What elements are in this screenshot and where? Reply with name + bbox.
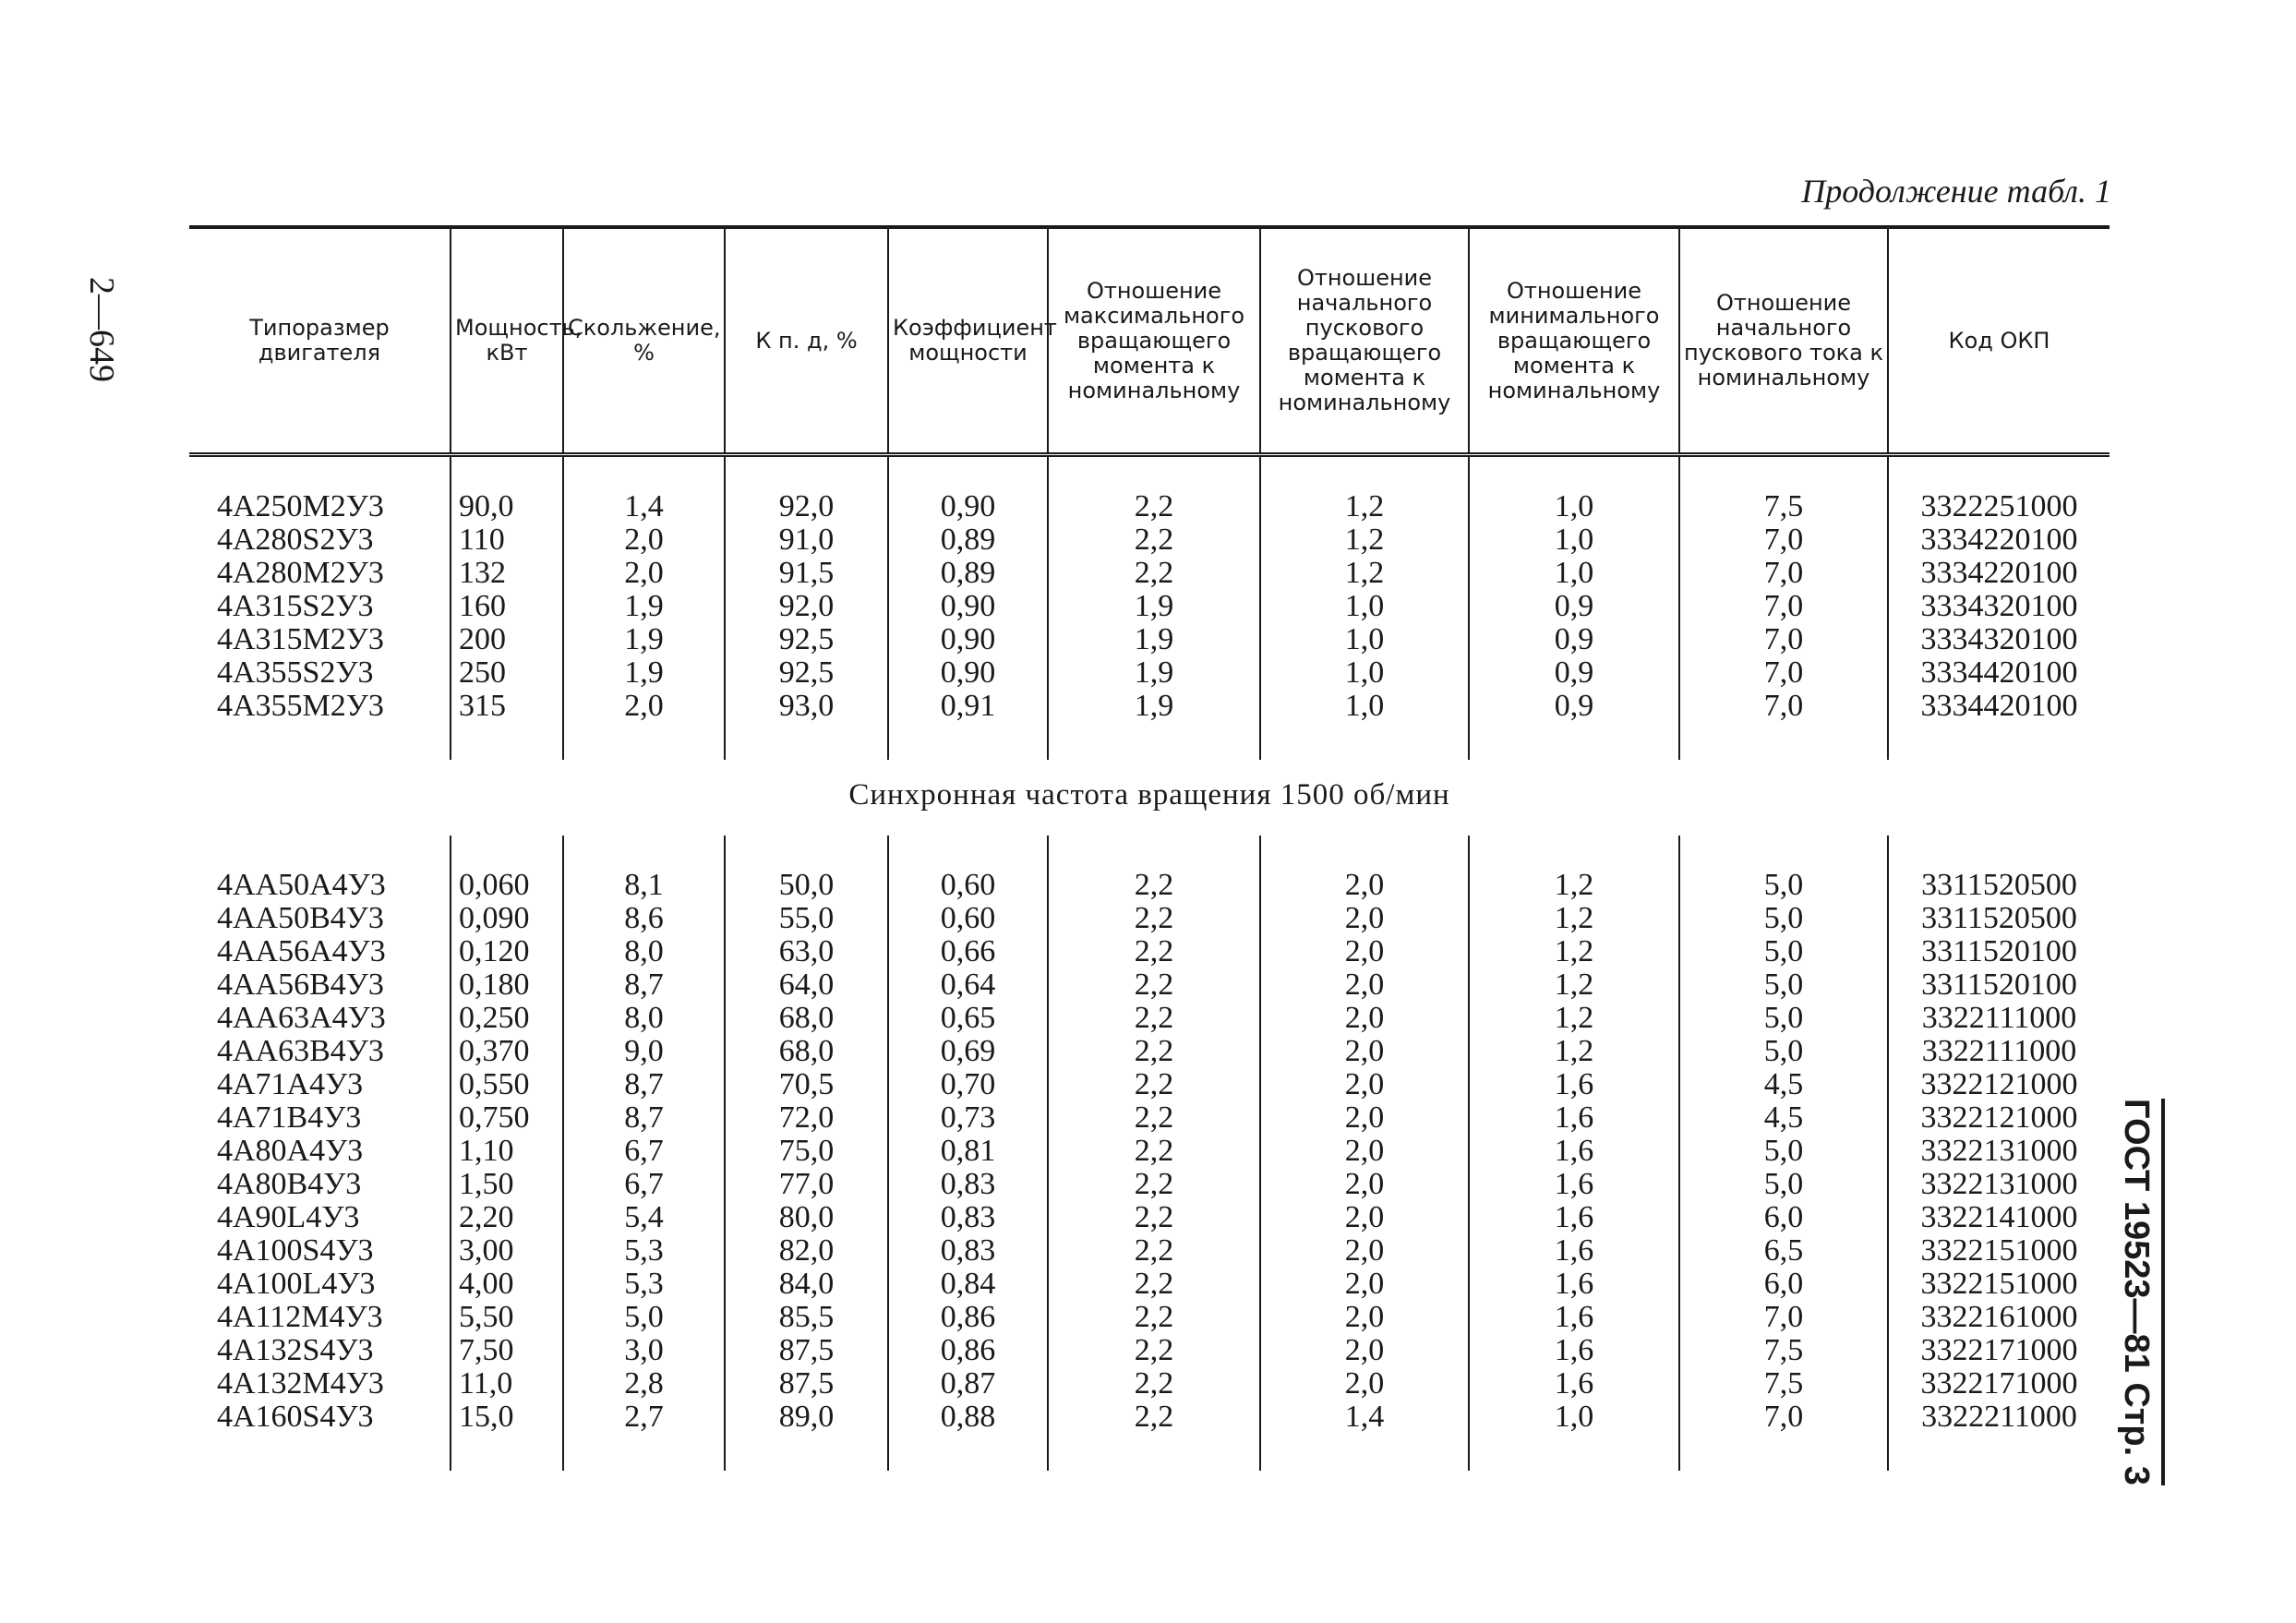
cell-power: 0,750 [451,1101,563,1135]
cell-power: 15,0 [451,1401,563,1471]
cell-max-torque-ratio: 2,2 [1048,935,1260,968]
cell-power-factor: 0,83 [888,1234,1048,1268]
cell-start-torque-ratio: 2,0 [1260,935,1469,968]
cell-efficiency: 92,0 [725,455,888,524]
cell-slip: 8,7 [563,1068,725,1101]
cell-efficiency: 64,0 [725,968,888,1002]
cell-min-torque-ratio: 1,0 [1469,455,1679,524]
cell-slip: 2,0 [563,690,725,760]
table-row [189,1101,2110,1135]
cell-efficiency: 70,5 [725,1068,888,1101]
cell-efficiency: 85,5 [725,1301,888,1334]
cell-min-torque-ratio: 1,2 [1469,1035,1679,1068]
cell-type: 4А315S2У3 [217,589,374,623]
cell-max-torque-ratio: 2,2 [1048,523,1260,557]
cell-okp-code: 3334320100 [1888,623,2110,656]
cell-slip: 2,7 [563,1401,725,1471]
cell-efficiency: 92,0 [725,590,888,623]
cell-max-torque-ratio: 2,2 [1048,1068,1260,1101]
cell-type: 4А280М2У3 [217,556,384,590]
cell-power-factor: 0,90 [888,590,1048,623]
cell-slip: 1,9 [563,623,725,656]
cell-type: 4А132М4У3 [217,1366,384,1401]
table-row [189,1035,2110,1068]
cell-start-current-ratio: 5,0 [1679,902,1888,935]
cell-type: 4А355S2У3 [217,655,374,690]
cell-slip: 8,6 [563,902,725,935]
table-row [189,590,2110,623]
cell-efficiency: 63,0 [725,935,888,968]
cell-start-torque-ratio: 2,0 [1260,1002,1469,1035]
cell-efficiency: 92,5 [725,656,888,690]
table-row [189,1367,2110,1401]
cell-max-torque-ratio: 1,9 [1048,623,1260,656]
cell-power: 315 [451,690,563,760]
cell-okp-code: 3322121000 [1888,1068,2110,1101]
cell-power: 7,50 [451,1334,563,1367]
cell-power-factor: 0,88 [888,1401,1048,1471]
table-row [189,968,2110,1002]
cell-max-torque-ratio: 1,9 [1048,690,1260,760]
cell-slip: 1,9 [563,656,725,690]
cell-okp-code: 3322171000 [1888,1334,2110,1367]
cell-okp-code: 3322111000 [1888,1035,2110,1068]
table-row [189,623,2110,656]
cell-type: 4А90L4У3 [217,1200,360,1234]
cell-power: 0,180 [451,968,563,1002]
cell-power: 0,120 [451,935,563,968]
cell-power-factor: 0,66 [888,935,1048,968]
cell-max-torque-ratio: 2,2 [1048,1367,1260,1401]
cell-min-torque-ratio: 1,6 [1469,1301,1679,1334]
cell-start-torque-ratio: 1,4 [1260,1401,1469,1471]
cell-power: 2,20 [451,1201,563,1234]
cell-type: 4А100L4У3 [217,1267,376,1301]
cell-power-factor: 0,89 [888,523,1048,557]
cell-min-torque-ratio: 1,6 [1469,1201,1679,1234]
cell-slip: 2,0 [563,523,725,557]
cell-type: 4АА56А4У3 [217,934,386,968]
cell-min-torque-ratio: 1,0 [1469,523,1679,557]
cell-start-torque-ratio: 2,0 [1260,1135,1469,1168]
cell-type: 4А280S2У3 [217,523,374,557]
cell-okp-code: 3322171000 [1888,1367,2110,1401]
table-row [189,1268,2110,1301]
cell-efficiency: 55,0 [725,902,888,935]
cell-min-torque-ratio: 0,9 [1469,690,1679,760]
cell-start-current-ratio: 7,0 [1679,523,1888,557]
cell-start-current-ratio: 7,0 [1679,1401,1888,1471]
cell-efficiency: 91,5 [725,557,888,590]
cell-max-torque-ratio: 2,2 [1048,1334,1260,1367]
cell-power-factor: 0,87 [888,1367,1048,1401]
header-okp-code: Код ОКП [1888,227,2110,455]
cell-max-torque-ratio: 2,2 [1048,455,1260,524]
cell-max-torque-ratio: 2,2 [1048,836,1260,902]
cell-power: 3,00 [451,1234,563,1268]
cell-min-torque-ratio: 1,6 [1469,1334,1679,1367]
cell-start-current-ratio: 7,5 [1679,1334,1888,1367]
cell-max-torque-ratio: 2,2 [1048,1268,1260,1301]
cell-max-torque-ratio: 2,2 [1048,1301,1260,1334]
cell-start-torque-ratio: 2,0 [1260,1201,1469,1234]
cell-start-current-ratio: 7,0 [1679,1301,1888,1334]
cell-okp-code: 3322131000 [1888,1135,2110,1168]
cell-slip: 6,7 [563,1168,725,1201]
cell-efficiency: 87,5 [725,1334,888,1367]
table-row [189,1002,2110,1035]
cell-start-torque-ratio: 1,0 [1260,623,1469,656]
cell-min-torque-ratio: 1,6 [1469,1135,1679,1168]
cell-start-current-ratio: 5,0 [1679,935,1888,968]
table-row [189,523,2110,557]
table-row [189,902,2110,935]
cell-slip: 1,4 [563,455,725,524]
header-start-current-ratio: Отношение начального пускового тока к номинальному [1679,227,1888,455]
cell-start-current-ratio: 5,0 [1679,1002,1888,1035]
cell-okp-code: 3334320100 [1888,590,2110,623]
standard-reference: ГОСТ 19523—81 Стр. 3 [2116,1099,2165,1485]
cell-max-torque-ratio: 1,9 [1048,656,1260,690]
cell-slip: 8,0 [563,1002,725,1035]
cell-slip: 8,7 [563,1101,725,1135]
cell-start-current-ratio: 4,5 [1679,1101,1888,1135]
cell-min-torque-ratio: 0,9 [1469,623,1679,656]
cell-start-current-ratio: 5,0 [1679,1168,1888,1201]
cell-start-torque-ratio: 2,0 [1260,1168,1469,1201]
cell-power-factor: 0,90 [888,623,1048,656]
cell-start-torque-ratio: 2,0 [1260,1035,1469,1068]
cell-power-factor: 0,90 [888,656,1048,690]
cell-efficiency: 77,0 [725,1168,888,1201]
cell-max-torque-ratio: 2,2 [1048,1101,1260,1135]
cell-max-torque-ratio: 2,2 [1048,1002,1260,1035]
cell-type: 4АА63В4У3 [217,1034,384,1068]
cell-min-torque-ratio: 1,2 [1469,836,1679,902]
cell-start-torque-ratio: 2,0 [1260,1101,1469,1135]
cell-start-current-ratio: 5,0 [1679,968,1888,1002]
table-row [189,1401,2110,1471]
cell-slip: 8,7 [563,968,725,1002]
header-power: Мощность, кВт [451,227,563,455]
cell-min-torque-ratio: 1,2 [1469,935,1679,968]
cell-power-factor: 0,64 [888,968,1048,1002]
cell-okp-code: 3311520500 [1888,902,2110,935]
cell-max-torque-ratio: 2,2 [1048,1234,1260,1268]
cell-max-torque-ratio: 2,2 [1048,1401,1260,1471]
cell-min-torque-ratio: 1,2 [1469,902,1679,935]
cell-slip: 5,4 [563,1201,725,1234]
cell-efficiency: 84,0 [725,1268,888,1301]
cell-power: 110 [451,523,563,557]
header-start-torque-ratio: Отношение начального пускового вращающего момента к номинальному [1260,227,1469,455]
cell-type: 4А132S4У3 [217,1333,374,1367]
cell-type: 4А71А4У3 [217,1067,364,1101]
cell-type: 4АА50В4У3 [217,901,384,935]
header-efficiency: К п. д, % [725,227,888,455]
cell-max-torque-ratio: 2,2 [1048,1201,1260,1234]
cell-power-factor: 0,81 [888,1135,1048,1168]
cell-min-torque-ratio: 1,6 [1469,1234,1679,1268]
cell-start-current-ratio: 5,0 [1679,1135,1888,1168]
cell-efficiency: 68,0 [725,1035,888,1068]
header-max-torque-ratio: Отношение максимального вращающего момента к номинальному [1048,227,1260,455]
header-min-torque-ratio: Отношение минимального вращающего момента к номинальному [1469,227,1679,455]
table-row [189,557,2110,590]
cell-power: 0,090 [451,902,563,935]
cell-okp-code: 3334220100 [1888,557,2110,590]
table-body [189,455,2110,1472]
cell-power-factor: 0,65 [888,1002,1048,1035]
cell-power-factor: 0,83 [888,1168,1048,1201]
cell-start-current-ratio: 7,0 [1679,656,1888,690]
cell-power-factor: 0,86 [888,1301,1048,1334]
cell-start-current-ratio: 7,5 [1679,1367,1888,1401]
cell-slip: 8,0 [563,935,725,968]
cell-start-current-ratio: 4,5 [1679,1068,1888,1101]
cell-min-torque-ratio: 1,6 [1469,1367,1679,1401]
cell-type: 4А100S4У3 [217,1233,374,1268]
motor-specs-table [189,225,2110,1471]
cell-okp-code: 3322211000 [1888,1401,2110,1471]
cell-power: 1,50 [451,1168,563,1201]
cell-power: 0,250 [451,1002,563,1035]
table-row [189,1168,2110,1201]
cell-power: 132 [451,557,563,590]
cell-min-torque-ratio: 0,9 [1469,656,1679,690]
cell-power: 200 [451,623,563,656]
cell-efficiency: 82,0 [725,1234,888,1268]
cell-start-current-ratio: 7,5 [1679,455,1888,524]
cell-start-current-ratio: 5,0 [1679,1035,1888,1068]
cell-efficiency: 68,0 [725,1002,888,1035]
table-row [189,1135,2110,1168]
cell-start-torque-ratio: 2,0 [1260,1301,1469,1334]
cell-slip: 8,1 [563,836,725,902]
cell-type: 4А112М4У3 [217,1300,383,1334]
cell-start-torque-ratio: 2,0 [1260,1367,1469,1401]
cell-power-factor: 0,91 [888,690,1048,760]
cell-slip: 1,9 [563,590,725,623]
cell-power-factor: 0,84 [888,1268,1048,1301]
cell-start-current-ratio: 7,0 [1679,590,1888,623]
cell-power: 4,00 [451,1268,563,1301]
cell-max-torque-ratio: 2,2 [1048,557,1260,590]
cell-okp-code: 3334220100 [1888,523,2110,557]
cell-type: 4А71В4У3 [217,1100,362,1135]
cell-start-torque-ratio: 1,2 [1260,557,1469,590]
table-row [189,1201,2110,1234]
cell-start-torque-ratio: 2,0 [1260,836,1469,902]
cell-efficiency: 91,0 [725,523,888,557]
cell-power: 5,50 [451,1301,563,1334]
section-title: Синхронная частота вращения 1500 об/мин [848,778,1450,812]
cell-type: 4АА56В4У3 [217,968,384,1002]
cell-slip: 5,3 [563,1268,725,1301]
cell-start-current-ratio: 6,0 [1679,1268,1888,1301]
cell-start-current-ratio: 7,0 [1679,623,1888,656]
table-row [189,656,2110,690]
cell-min-torque-ratio: 1,6 [1469,1101,1679,1135]
cell-power: 0,060 [451,836,563,902]
table-row [189,1234,2110,1268]
cell-power: 0,370 [451,1035,563,1068]
table-row [189,455,2110,524]
cell-start-torque-ratio: 2,0 [1260,1234,1469,1268]
cell-max-torque-ratio: 1,9 [1048,590,1260,623]
cell-efficiency: 72,0 [725,1101,888,1135]
page-number: 2—649 [82,277,121,382]
cell-start-torque-ratio: 2,0 [1260,902,1469,935]
table-row [189,1301,2110,1334]
cell-okp-code: 3311520100 [1888,935,2110,968]
cell-min-torque-ratio: 1,6 [1469,1168,1679,1201]
cell-start-torque-ratio: 1,0 [1260,690,1469,760]
cell-start-current-ratio: 6,5 [1679,1234,1888,1268]
section-row [189,760,2110,836]
cell-power: 11,0 [451,1367,563,1401]
table-row [189,935,2110,968]
cell-start-current-ratio: 5,0 [1679,836,1888,902]
cell-min-torque-ratio: 1,0 [1469,1401,1679,1471]
cell-power-factor: 0,60 [888,902,1048,935]
cell-min-torque-ratio: 1,6 [1469,1268,1679,1301]
cell-power: 0,550 [451,1068,563,1101]
cell-max-torque-ratio: 2,2 [1048,902,1260,935]
cell-start-torque-ratio: 2,0 [1260,1334,1469,1367]
cell-slip: 2,0 [563,557,725,590]
cell-power-factor: 0,69 [888,1035,1048,1068]
cell-start-torque-ratio: 2,0 [1260,968,1469,1002]
cell-power: 250 [451,656,563,690]
table-continuation-caption: Продолжение табл. 1 [1801,173,2111,210]
cell-okp-code: 3322161000 [1888,1301,2110,1334]
header-slip: Скольжение, % [563,227,725,455]
cell-efficiency: 89,0 [725,1401,888,1471]
cell-power-factor: 0,70 [888,1068,1048,1101]
cell-okp-code: 3311520100 [1888,968,2110,1002]
table-row [189,1334,2110,1367]
cell-slip: 2,8 [563,1367,725,1401]
cell-start-torque-ratio: 1,2 [1260,455,1469,524]
cell-start-torque-ratio: 1,2 [1260,523,1469,557]
cell-efficiency: 80,0 [725,1201,888,1234]
cell-start-current-ratio: 6,0 [1679,1201,1888,1234]
cell-power-factor: 0,86 [888,1334,1048,1367]
cell-okp-code: 3322151000 [1888,1234,2110,1268]
cell-max-torque-ratio: 2,2 [1048,1035,1260,1068]
header-power-factor: Коэффициент мощности [888,227,1048,455]
cell-power: 90,0 [451,455,563,524]
cell-type: 4АА50А4У3 [217,868,386,902]
cell-okp-code: 3322121000 [1888,1101,2110,1135]
cell-power-factor: 0,90 [888,455,1048,524]
header-type: Типоразмер двигателя [189,227,451,455]
table-row [189,690,2110,760]
cell-power-factor: 0,83 [888,1201,1048,1234]
cell-okp-code: 3322251000 [1888,455,2110,524]
cell-efficiency: 92,5 [725,623,888,656]
cell-start-current-ratio: 7,0 [1679,690,1888,760]
cell-type: 4А315М2У3 [217,622,384,656]
cell-min-torque-ratio: 1,6 [1469,1068,1679,1101]
cell-power-factor: 0,89 [888,557,1048,590]
cell-type: 4А80В4У3 [217,1167,362,1201]
cell-efficiency: 50,0 [725,836,888,902]
cell-power-factor: 0,60 [888,836,1048,902]
cell-max-torque-ratio: 2,2 [1048,968,1260,1002]
cell-slip: 9,0 [563,1035,725,1068]
cell-type: 4А355М2У3 [217,689,384,723]
cell-okp-code: 3322141000 [1888,1201,2110,1234]
cell-slip: 5,3 [563,1234,725,1268]
cell-power: 160 [451,590,563,623]
cell-min-torque-ratio: 1,2 [1469,968,1679,1002]
cell-type: 4АА63А4У3 [217,1001,386,1035]
cell-start-torque-ratio: 1,0 [1260,656,1469,690]
table-header-row [189,227,2110,455]
cell-start-torque-ratio: 1,0 [1260,590,1469,623]
cell-max-torque-ratio: 2,2 [1048,1135,1260,1168]
cell-efficiency: 87,5 [725,1367,888,1401]
cell-slip: 3,0 [563,1334,725,1367]
cell-type: 4А250М2У3 [217,489,384,523]
cell-okp-code: 3334420100 [1888,690,2110,760]
cell-okp-code: 3322151000 [1888,1268,2110,1301]
cell-min-torque-ratio: 1,0 [1469,557,1679,590]
cell-start-torque-ratio: 2,0 [1260,1068,1469,1101]
cell-power: 1,10 [451,1135,563,1168]
cell-min-torque-ratio: 0,9 [1469,590,1679,623]
cell-efficiency: 93,0 [725,690,888,760]
cell-okp-code: 3322111000 [1888,1002,2110,1035]
table-row [189,1068,2110,1101]
cell-efficiency: 75,0 [725,1135,888,1168]
cell-okp-code: 3334420100 [1888,656,2110,690]
cell-start-current-ratio: 7,0 [1679,557,1888,590]
cell-min-torque-ratio: 1,2 [1469,1002,1679,1035]
cell-max-torque-ratio: 2,2 [1048,1168,1260,1201]
table-row [189,836,2110,902]
cell-power-factor: 0,73 [888,1101,1048,1135]
cell-okp-code: 3311520500 [1888,836,2110,902]
cell-type: 4А160S4У3 [217,1400,374,1434]
cell-start-torque-ratio: 2,0 [1260,1268,1469,1301]
cell-okp-code: 3322131000 [1888,1168,2110,1201]
cell-slip: 5,0 [563,1301,725,1334]
cell-type: 4А80А4У3 [217,1134,364,1168]
cell-slip: 6,7 [563,1135,725,1168]
